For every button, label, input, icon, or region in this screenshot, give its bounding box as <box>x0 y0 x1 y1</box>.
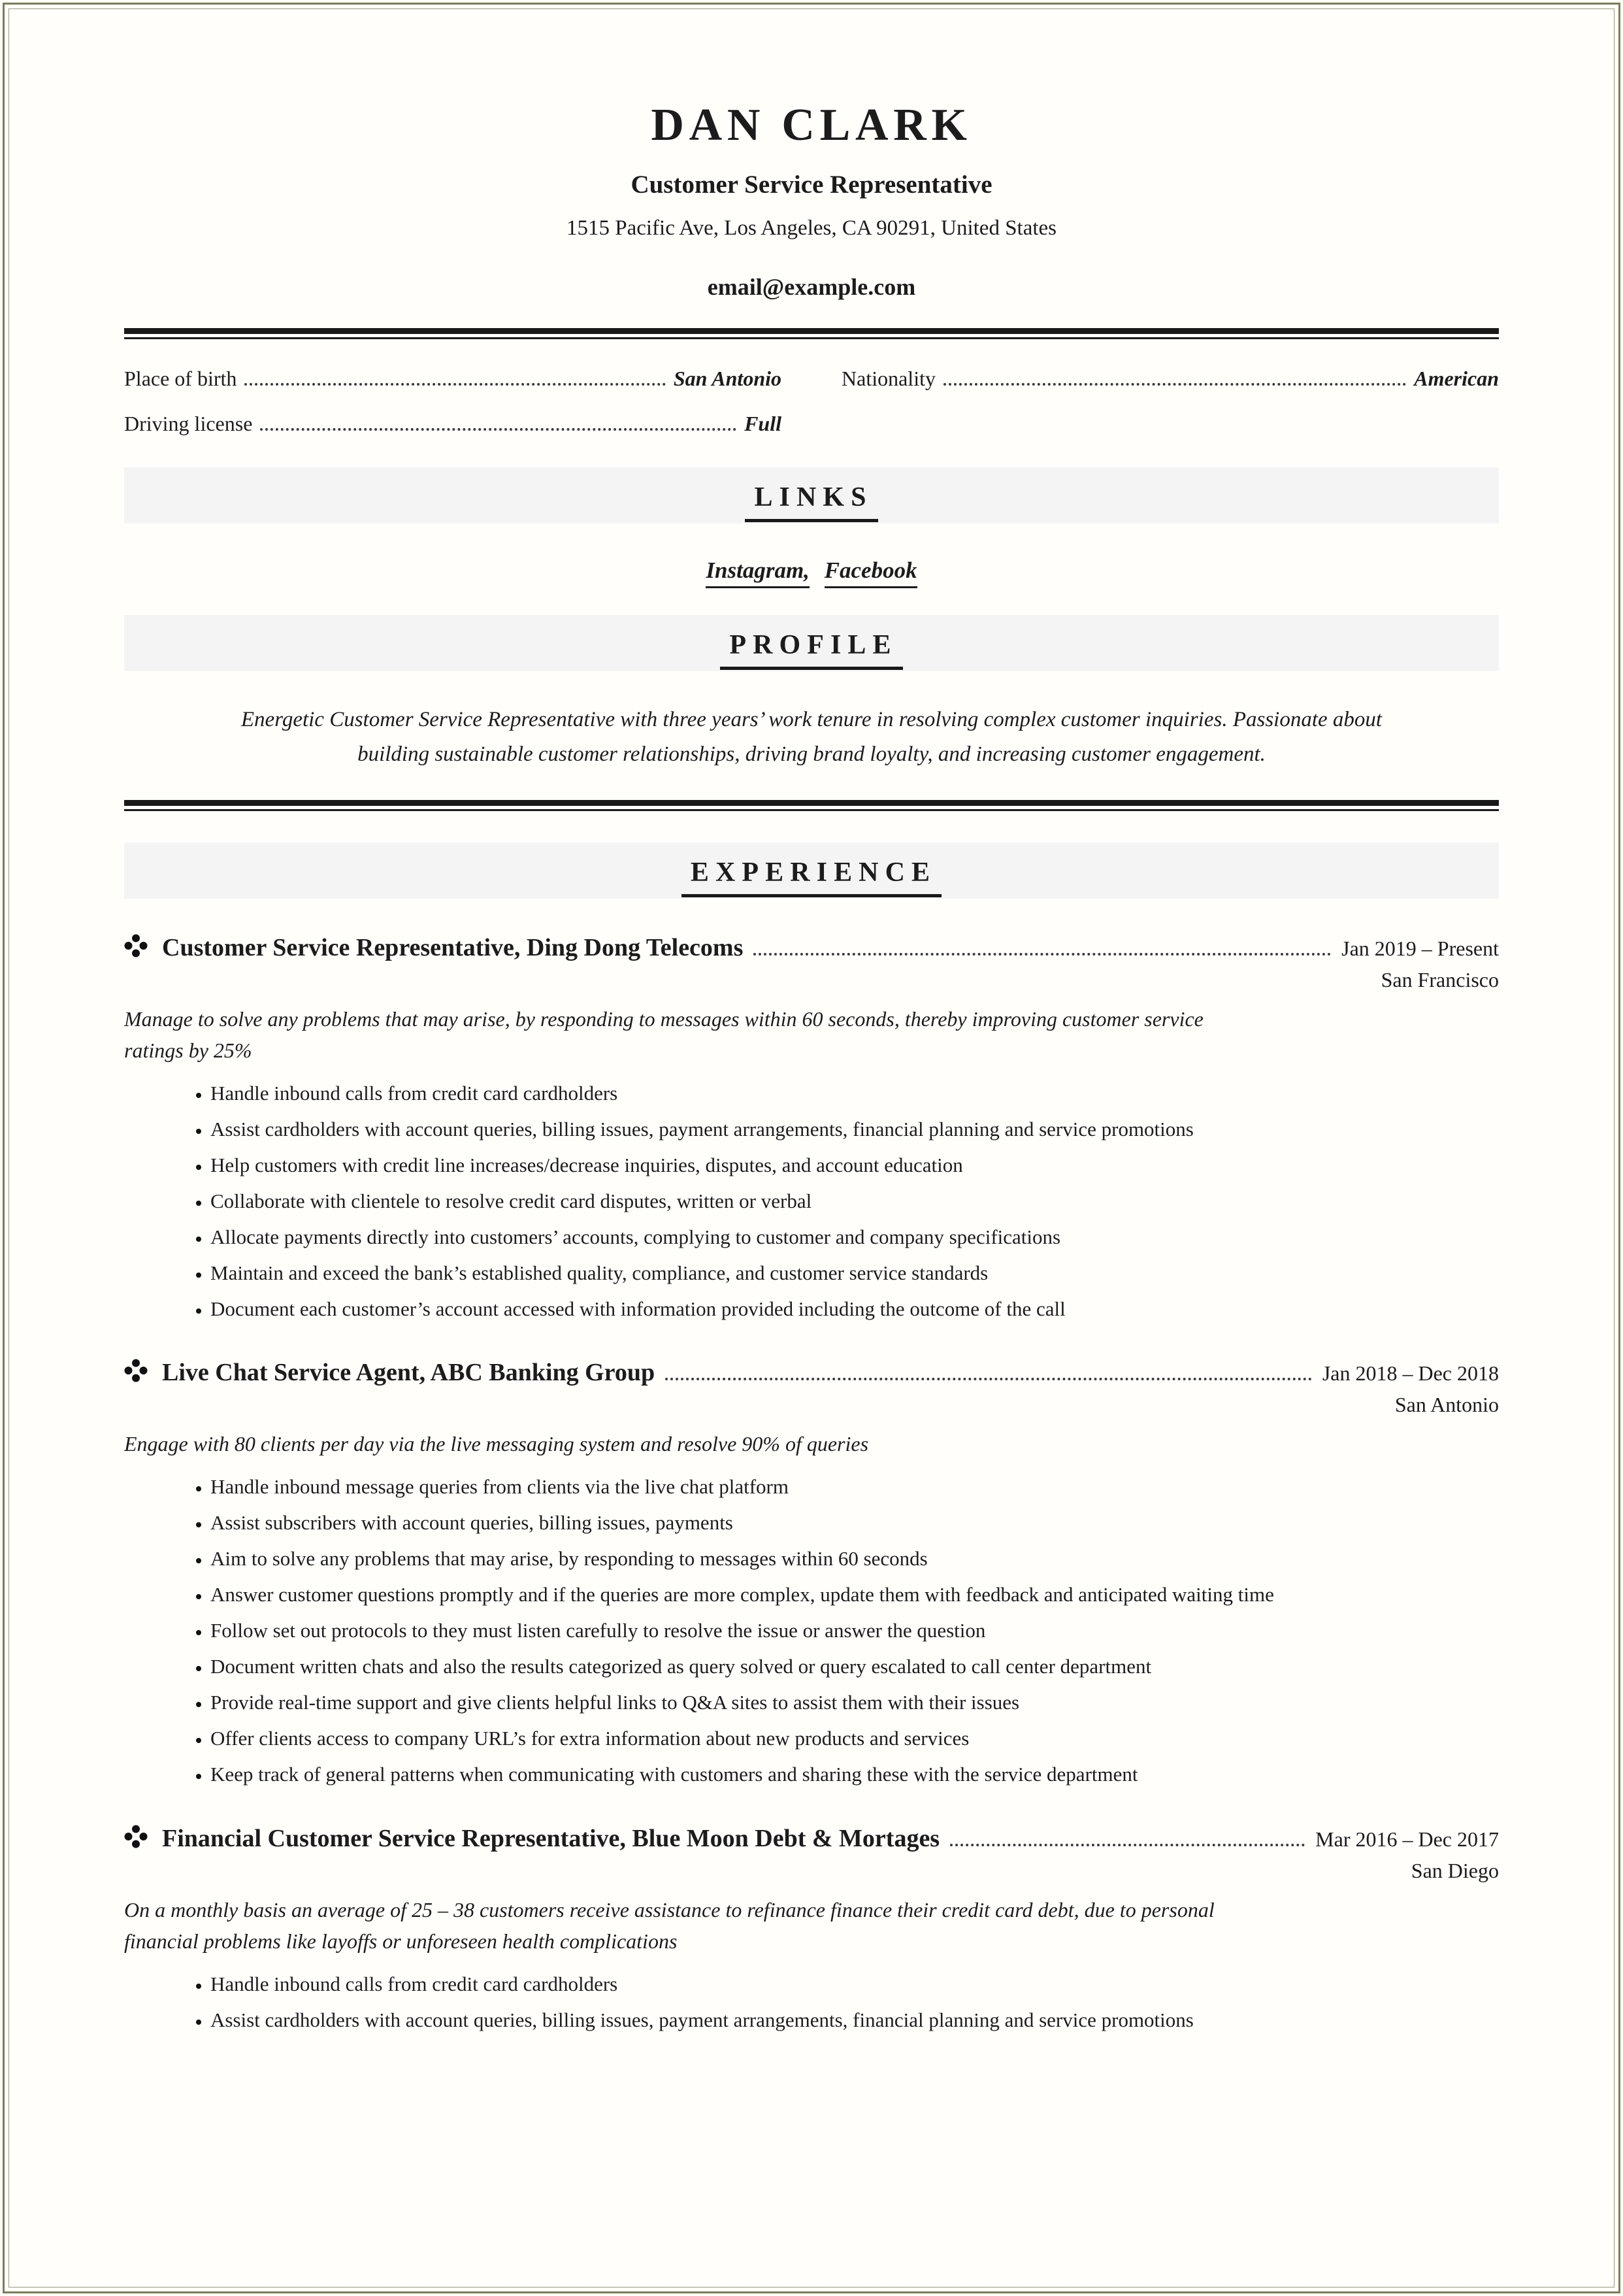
personal-details <box>124 367 1499 436</box>
job-summary: Manage to solve any problems that may arise, by responding to messages within 60 seconds, thereby improving customer service ratings by 25% <box>124 1007 1204 1062</box>
profile-section-title: PROFILE <box>720 629 902 670</box>
detail-nationality <box>842 367 1499 391</box>
job-location: San Antonio <box>1394 1393 1499 1417</box>
job-bullet: • Handle inbound calls from credit card cardholders <box>210 1079 1499 1108</box>
job-bullet: • Keep track of general patterns when communicating with customers and sharing these with the service department <box>210 1760 1499 1789</box>
links-section-title: LINKS <box>745 482 877 522</box>
job-bullet: • Handle inbound calls from credit card cardholders <box>210 1970 1499 1999</box>
job-meta <box>1315 1823 1499 1886</box>
four-dot-diamond-icon <box>124 1825 148 1848</box>
job-heading <box>124 1356 1499 1420</box>
job-bullet-list <box>124 1472 1499 1789</box>
job-dates: Jan 2019 – Present <box>1341 936 1499 960</box>
job-heading <box>124 1822 1499 1886</box>
links-row <box>124 557 1499 584</box>
candidate-email: email@example.com <box>707 274 916 300</box>
instagram-link[interactable]: Instagram , <box>706 557 810 588</box>
job-bullet: • Document written chats and also the results categorized as query solved or query escalated to call center department <box>210 1652 1499 1682</box>
job-bullet: • Assist cardholders with account queries, billing issues, payment arrangements, financial planning and service promotions <box>210 2006 1499 2035</box>
profile-divider <box>124 800 1499 811</box>
job-bullet: • Document each customer’s account accessed with information provided including the outcome of the call <box>210 1295 1499 1324</box>
job-title: Customer Service Representative, Ding Dong Telecoms <box>162 933 744 961</box>
dotted-leader <box>244 382 665 386</box>
job-title-block <box>124 931 743 964</box>
job-entry-3 <box>124 1822 1499 2035</box>
experience-section-banner <box>124 842 1499 899</box>
profile-section-banner <box>124 615 1499 671</box>
detail-value: Full <box>744 412 781 435</box>
candidate-title: Customer Service Representative <box>631 171 992 199</box>
candidate-address: 1515 Pacific Ave, Los Angeles, CA 90291, United States <box>566 216 1057 240</box>
details-empty-cell <box>842 412 1499 436</box>
dotted-leader <box>753 952 1331 956</box>
dotted-leader <box>260 427 736 431</box>
job-title-block <box>124 1356 655 1389</box>
job-bullet: • Handle inbound message queries from clients via the live chat platform <box>210 1472 1499 1502</box>
job-bullet: • Offer clients access to company URL’s for extra information about new products and services <box>210 1724 1499 1754</box>
job-title-block <box>124 1822 940 1855</box>
candidate-name: DAN CLARK <box>651 100 972 150</box>
job-bullet: • Follow set out protocols to they must listen carefully to resolve the issue or answer the question <box>210 1616 1499 1646</box>
job-heading <box>124 931 1499 995</box>
dotted-leader <box>950 1842 1305 1846</box>
job-bullet: • Maintain and exceed the bank’s established quality, compliance, and customer service standards <box>210 1259 1499 1288</box>
job-title: Live Chat Service Agent, ABC Banking Group <box>162 1359 655 1387</box>
job-entry-1 <box>124 931 1499 1324</box>
detail-value: American <box>1414 367 1499 390</box>
profile-text: Energetic Customer Service Representative with three years’ work tenure in resolving complex customer inquiries. Passionate about building sustainable customer relationships, driving brand loyalty, and increasing customer engagement. <box>240 708 1383 767</box>
job-title: Financial Customer Service Representative, Blue Moon Debt & Mortages <box>162 1824 940 1852</box>
dotted-leader <box>943 382 1406 386</box>
job-bullet-list <box>124 1970 1499 2035</box>
job-entry-2 <box>124 1356 1499 1789</box>
job-meta <box>1322 1357 1499 1420</box>
facebook-link[interactable]: Facebook <box>825 557 917 588</box>
job-bullet: • Assist cardholders with account queries, billing issues, payment arrangements, financial planning and service promotions <box>210 1115 1499 1144</box>
detail-value: San Antonio <box>673 367 781 390</box>
job-summary: On a monthly basis an average of 25 – 38 customers receive assistance to refinance finance their credit card debt, due to personal financial problems like layoffs or unforeseen health complications <box>124 1897 1215 1953</box>
four-dot-diamond-icon <box>124 1359 148 1382</box>
job-bullet: • Help customers with credit line increases/decrease inquiries, disputes, and account education <box>210 1151 1499 1180</box>
job-location: San Francisco <box>1381 967 1499 991</box>
job-summary: Engage with 80 clients per day via the live messaging system and resolve 90% of queries <box>124 1432 869 1456</box>
detail-label: Nationality <box>842 367 936 390</box>
links-section-banner <box>124 467 1499 524</box>
detail-driving-license <box>124 412 781 436</box>
header-divider <box>124 328 1499 339</box>
experience-section-title: EXPERIENCE <box>681 857 942 897</box>
dotted-leader <box>665 1376 1312 1380</box>
detail-label: Driving license <box>124 412 253 435</box>
job-dates: Jan 2018 – Dec 2018 <box>1322 1361 1499 1386</box>
detail-place-of-birth <box>124 367 781 391</box>
job-bullet: • Assist subscribers with account queries, billing issues, payments <box>210 1508 1499 1538</box>
job-meta <box>1341 933 1499 995</box>
job-dates: Mar 2016 – Dec 2017 <box>1315 1827 1499 1851</box>
job-location: San Diego <box>1411 1858 1499 1882</box>
job-bullet: • Allocate payments directly into customers’ accounts, complying to customer and company specifications <box>210 1223 1499 1252</box>
header <box>124 98 1499 301</box>
detail-label: Place of birth <box>124 367 237 390</box>
job-bullet: • Answer customer questions promptly and if the queries are more complex, update them with feedback and anticipated waiting time <box>210 1580 1499 1610</box>
job-bullet: • Provide real-time support and give clients helpful links to Q&A sites to assist them with their issues <box>210 1688 1499 1718</box>
job-bullet-list <box>124 1079 1499 1324</box>
four-dot-diamond-icon <box>124 934 148 957</box>
job-bullet: • Aim to solve any problems that may arise, by responding to messages within 60 seconds <box>210 1544 1499 1574</box>
job-bullet: • Collaborate with clientele to resolve credit card disputes, written or verbal <box>210 1187 1499 1216</box>
